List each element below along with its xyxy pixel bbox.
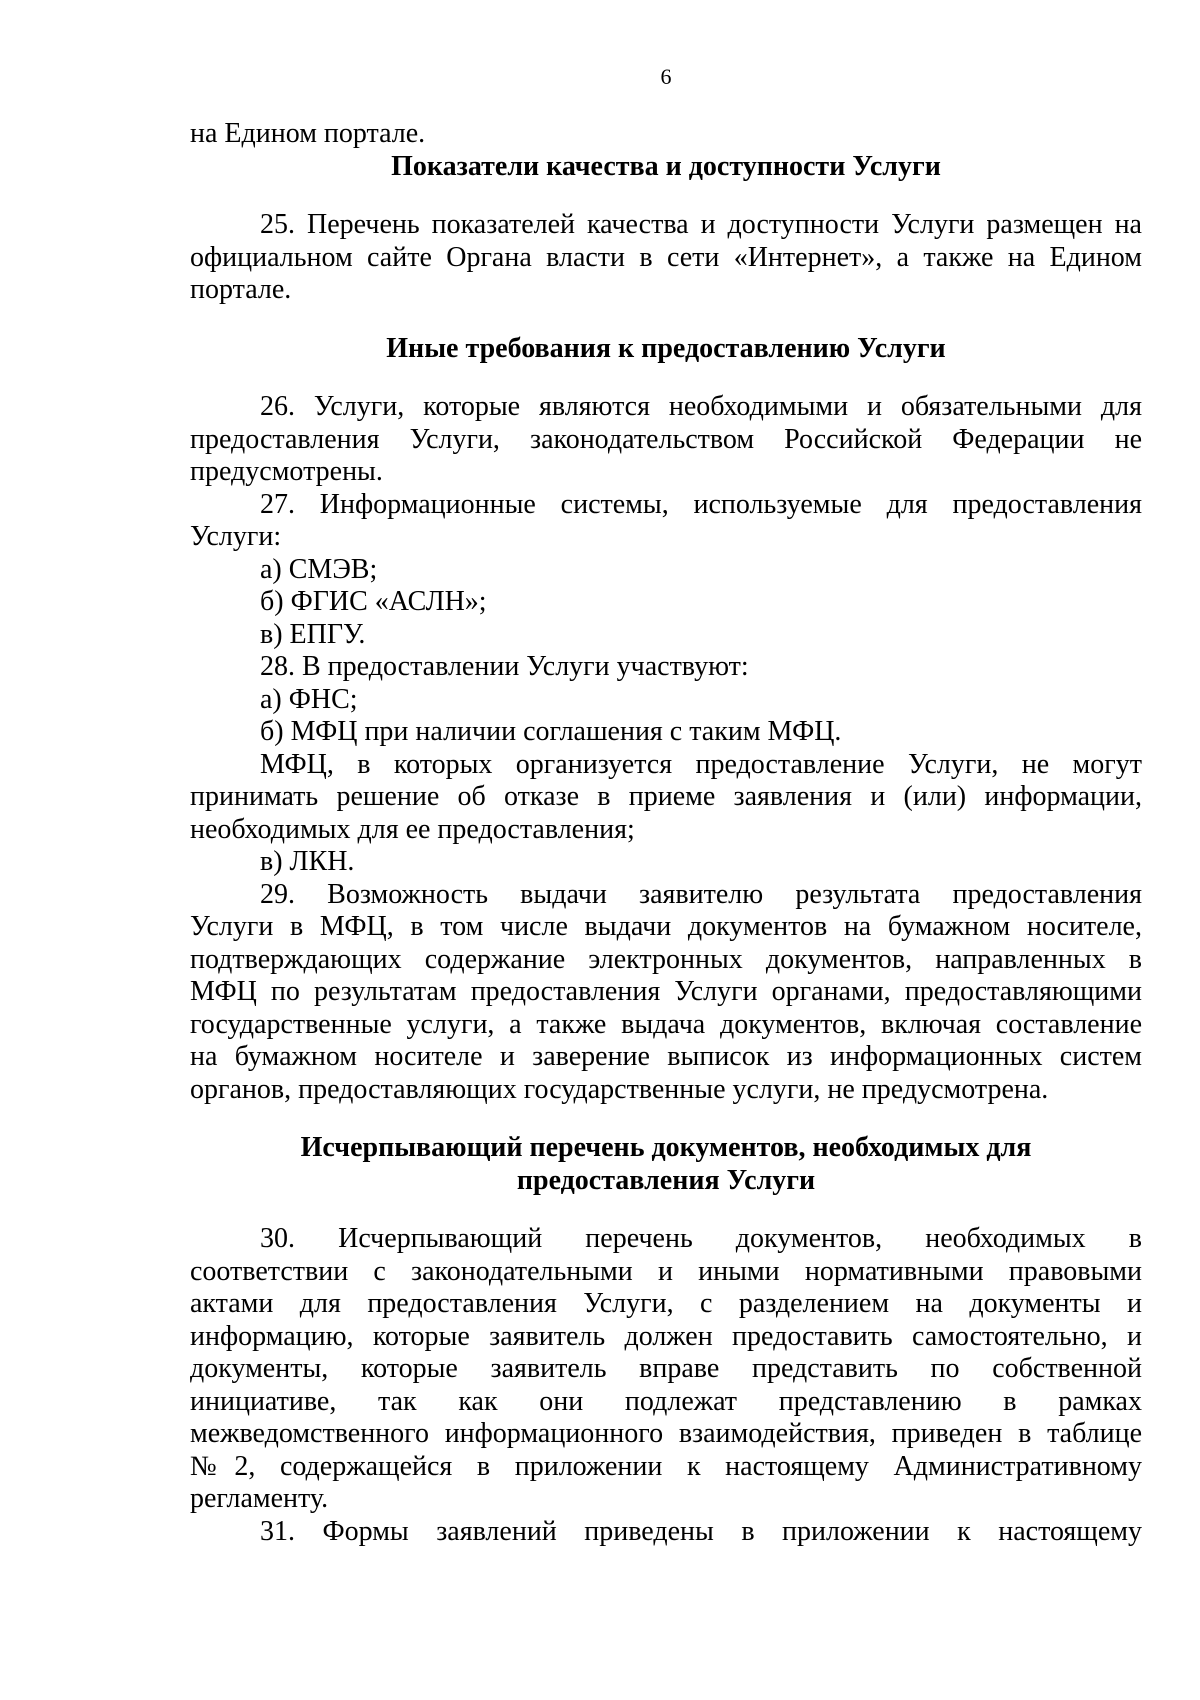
text-line: МФЦ по результатам предоставления Услуги органами, предоставляющими — [190, 976, 1142, 1007]
list-item: в) ЛКН. — [260, 846, 355, 877]
section-heading-documents: Исчерпывающий перечень документов, необходимых для — [300, 1132, 1032, 1163]
section-heading-quality: Показатели качества и доступности Услуги — [391, 150, 941, 182]
text-line: актами для предоставления Услуги, с разделением на документы и — [190, 1288, 1142, 1319]
document-body — [190, 118, 1142, 1548]
list-item: а) ФНС; — [260, 683, 358, 715]
list-item: в) ЕПГУ. — [260, 618, 366, 650]
list-item: б) ФГИС «АСЛН»; — [260, 586, 487, 617]
text-line: на Едином портале. — [190, 118, 426, 149]
text-line: 29. Возможность выдачи заявителю результата предоставления — [260, 878, 1142, 910]
text-line: документы, которые заявитель вправе представить по собственной — [190, 1353, 1142, 1384]
text-line: органов, предоставляющих государственные услуги, не предусмотрена. — [190, 1073, 1049, 1105]
paragraph-31 — [190, 1516, 1142, 1549]
text-line: информацию, которые заявитель должен предоставить самостоятельно, и — [190, 1320, 1142, 1352]
text-line: принимать решение об отказе в приеме заявления и (или) информации, — [190, 781, 1142, 812]
paragraph-27 — [190, 489, 1142, 652]
section-heading-documents-cont: предоставления Услуги — [516, 1164, 816, 1196]
paragraph-30 — [190, 1223, 1142, 1516]
text-line: МФЦ, в которых организуется предоставление Услуги, не могут — [260, 748, 1142, 780]
text-line: государственные услуги, а также выдача документов, включая составление — [190, 1008, 1142, 1040]
text-line: регламенту. — [190, 1483, 329, 1514]
text-line: подтверждающих содержание электронных документов, направленных в — [190, 943, 1142, 975]
list-item: а) СМЭВ; — [260, 553, 378, 585]
text-line: инициативе, так как они подлежат представлению в рамках — [190, 1385, 1142, 1417]
text-line: 27. Информационные системы, используемые для предоставления — [260, 488, 1142, 520]
section-heading-other-requirements: Иные требования к предоставлению Услуги — [386, 332, 946, 364]
text-line: предоставления Услуги, законодательством Российской Федерации не — [190, 423, 1142, 455]
text-line: Услуги: — [190, 521, 282, 552]
text-line: 31. Формы заявлений приведены в приложении к настоящему — [260, 1515, 1142, 1547]
paragraph-25 — [190, 209, 1142, 307]
text-line: 28. В предоставлении Услуги участвуют: — [260, 651, 749, 682]
page-number: 6 — [660, 64, 672, 89]
text-line: на бумажном носителе и заверение выписок из информационных систем — [190, 1041, 1142, 1072]
text-line: портале. — [190, 274, 292, 305]
text-line: официальном сайте Органа власти в сети «Интернет», а также на Едином — [190, 241, 1142, 273]
text-line: Услуги в МФЦ, в том числе выдачи документов на бумажном носителе, — [190, 911, 1142, 942]
text-line: соответствии с законодательными и иными нормативными правовыми — [190, 1255, 1142, 1287]
text-line: №2, содержащейся в приложении к настоящему Административному — [190, 1450, 1142, 1482]
paragraph-29 — [190, 879, 1142, 1107]
list-item: б) МФЦ при наличии соглашения с таким МФЦ. — [260, 716, 842, 747]
paragraph-26 — [190, 391, 1142, 489]
text-line: 25. Перечень показателей качества и доступности Услуги размещен на — [260, 209, 1142, 240]
text-line: необходимых для ее предоставления; — [190, 813, 635, 845]
text-line: межведомственного информационного взаимодействия, приведен в таблице — [190, 1418, 1142, 1449]
paragraph-28 — [190, 651, 1142, 879]
text-line: 30. Исчерпывающий перечень документов, необходимых в — [260, 1223, 1142, 1254]
text-line: 26. Услуги, которые являются необходимыми и обязательными для — [260, 391, 1142, 422]
text-line: предусмотрены. — [190, 456, 383, 487]
